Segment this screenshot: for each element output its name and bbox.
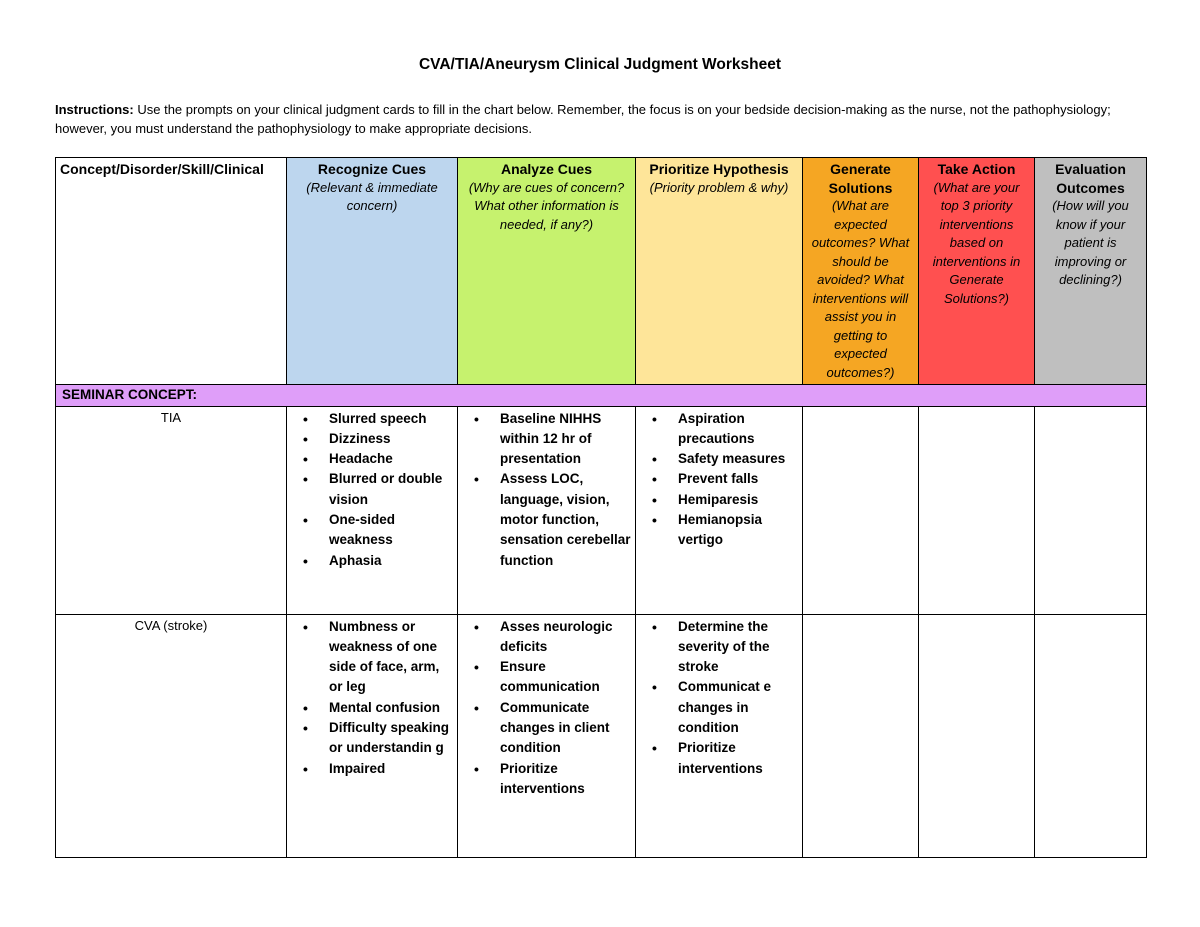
header-evaluation-outcomes: [1035, 158, 1147, 385]
header-analyze-subtitle: (Why are cues of concern? What other information is needed, if any?): [468, 179, 625, 232]
header-row: [56, 158, 1147, 385]
header-take-action: [919, 158, 1035, 385]
document-title: CVA/TIA/Aneurysm Clinical Judgment Worksheet: [418, 56, 782, 73]
list-item: • Prioritize interventions: [678, 738, 798, 779]
header-concept-title: Concept/Disorder/Skill/Clinical: [60, 161, 264, 177]
instructions-text: Use the prompts on your clinical judgment cards to fill in the chart below. Remember, the focus is on your bedside decision-making as the nurse, not the pathophysiology; however, you must understand the pathophysiology to make appropriate decisions.: [55, 102, 1111, 136]
generate-solutions-cell[interactable]: [803, 406, 919, 614]
bullet-list: [462, 409, 631, 571]
header-recognize-title: Recognize Cues: [317, 161, 427, 177]
bullet-list: [640, 617, 798, 779]
bullet-list: [640, 409, 798, 551]
header-prioritize-hypothesis: [636, 158, 803, 385]
seminar-concept-label: SEMINAR CONCEPT:: [56, 385, 1147, 407]
list-item: • Safety measures: [678, 449, 798, 469]
list-item: • Dizziness: [329, 429, 453, 449]
list-item: • Numbness or weakness of one side of face, arm, or leg: [329, 617, 453, 698]
list-item: • One-sided weakness: [329, 510, 453, 551]
list-item: • Asses neurologic deficits: [500, 617, 631, 658]
header-action-title: Take Action: [937, 161, 1016, 177]
header-prioritize-subtitle: (Priority problem & why): [649, 179, 789, 195]
take-action-cell[interactable]: [919, 614, 1035, 857]
concept-cell: TIA: [56, 406, 287, 614]
concept-cell: CVA (stroke): [56, 614, 287, 857]
header-analyze-title: Analyze Cues: [500, 161, 593, 177]
bullet-list: [291, 617, 453, 779]
list-item: • Headache: [329, 449, 453, 469]
list-item: • Blurred or double vision: [329, 469, 453, 510]
recognize-cues-cell: [287, 614, 458, 857]
seminar-concept-row: [56, 385, 1147, 407]
evaluation-outcomes-cell[interactable]: [1035, 406, 1147, 614]
list-item: • Hemianopsia vertigo: [678, 510, 798, 551]
list-item: • Difficulty speaking or understandin g: [329, 718, 453, 759]
header-concept: [56, 158, 287, 385]
header-evaluation-subtitle: (How will you know if your patient is improving or declining?): [1052, 198, 1129, 287]
header-analyze-cues: [458, 158, 636, 385]
list-item: • Assess LOC, language, vision, motor function, sensation cerebellar function: [500, 469, 631, 570]
bullet-list: [291, 409, 453, 571]
list-item: • Slurred speech: [329, 409, 453, 429]
list-item: • Communicat e changes in condition: [678, 677, 798, 738]
take-action-cell[interactable]: [919, 406, 1035, 614]
header-generate-solutions: [803, 158, 919, 385]
list-item: • Aspiration precautions: [678, 409, 798, 450]
list-item: • Baseline NIHHS within 12 hr of presentation: [500, 409, 631, 470]
header-prioritize-title: Prioritize Hypothesis: [649, 161, 789, 177]
header-recognize-subtitle: (Relevant & immediate concern): [306, 179, 438, 213]
analyze-cues-cell: [458, 406, 636, 614]
table-row: [56, 614, 1147, 857]
header-generate-title: Generate Solutions: [828, 161, 893, 196]
bullet-list: [462, 617, 631, 800]
header-action-subtitle: (What are your top 3 priority interventions based on interventions in Generate Solutions?): [932, 179, 1021, 306]
list-item: • Prioritize interventions: [500, 759, 631, 800]
list-item: • Hemiparesis: [678, 490, 798, 510]
list-item: • Determine the severity of the stroke: [678, 617, 798, 678]
evaluation-outcomes-cell[interactable]: [1035, 614, 1147, 857]
header-evaluation-title: Evaluation Outcomes: [1055, 161, 1126, 196]
prioritize-hypothesis-cell: [636, 406, 803, 614]
generate-solutions-cell[interactable]: [803, 614, 919, 857]
list-item: • Aphasia: [329, 551, 453, 571]
prioritize-hypothesis-cell: [636, 614, 803, 857]
instructions-label: Instructions:: [55, 102, 134, 117]
list-item: • Mental confusion: [329, 698, 453, 718]
list-item: • Communicate changes in client condition: [500, 698, 631, 759]
list-item: • Impaired: [329, 759, 453, 779]
list-item: • Ensure communication: [500, 657, 631, 698]
header-generate-subtitle: (What are expected outcomes? What should be avoided? What interventions will assist you in getting to expected outcomes?): [811, 198, 910, 380]
analyze-cues-cell: [458, 614, 636, 857]
instructions-paragraph: [55, 100, 1145, 138]
header-recognize-cues: [287, 158, 458, 385]
table-row: [56, 406, 1147, 614]
recognize-cues-cell: [287, 406, 458, 614]
list-item: • Prevent falls: [678, 469, 798, 489]
clinical-judgment-table: [55, 157, 1147, 858]
